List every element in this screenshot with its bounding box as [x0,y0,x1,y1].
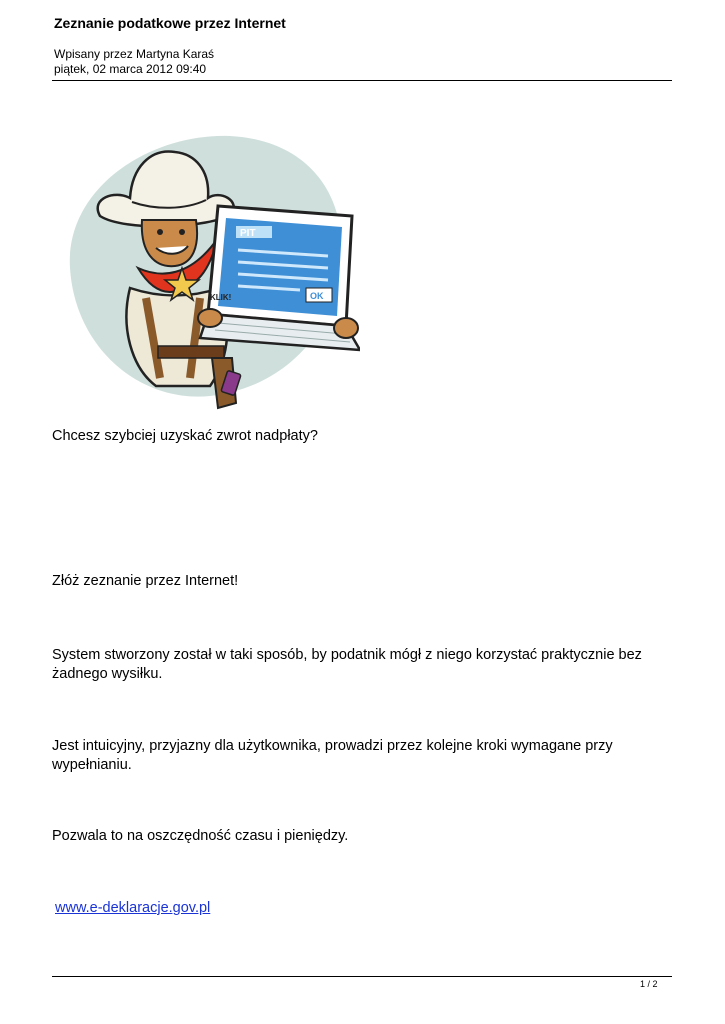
paragraph-faster-refund: Chcesz szybciej uzyskać zwrot nadpłaty? [52,428,318,444]
paragraph-file-online: Złóż zeznanie przez Internet! [52,573,239,589]
click-label: KLIK! [210,293,232,302]
screen-title: PIT [240,228,256,239]
paragraph-system-ease: System stworzony został w taki sposób, by podatnik mógł z niego korzystać praktycznie bez żadnego wysiłku. [52,647,642,682]
ok-label: OK [310,291,324,301]
cowboy-laptop-illustration [60,128,360,418]
page-number: 1 / 2 [640,979,658,989]
paragraph-saves-time: Pozwala to na oszczędność czasu i pieniędzy. [52,828,349,844]
footer-divider [52,976,672,977]
author-line: Wpisany przez Martyna Karaś [54,47,215,61]
page-title: Zeznanie podatkowe przez Internet [54,15,286,31]
e-deklaracje-link[interactable]: www.e-deklaracje.gov.pl [55,900,211,916]
header-divider [52,80,672,81]
paragraph-intuitive: Jest intuicyjny, przyjazny dla użytkownika, prowadzi przez kolejne kroki wymagane przy wypełnianiu. [52,738,613,773]
date-line: piątek, 02 marca 2012 09:40 [54,62,207,76]
